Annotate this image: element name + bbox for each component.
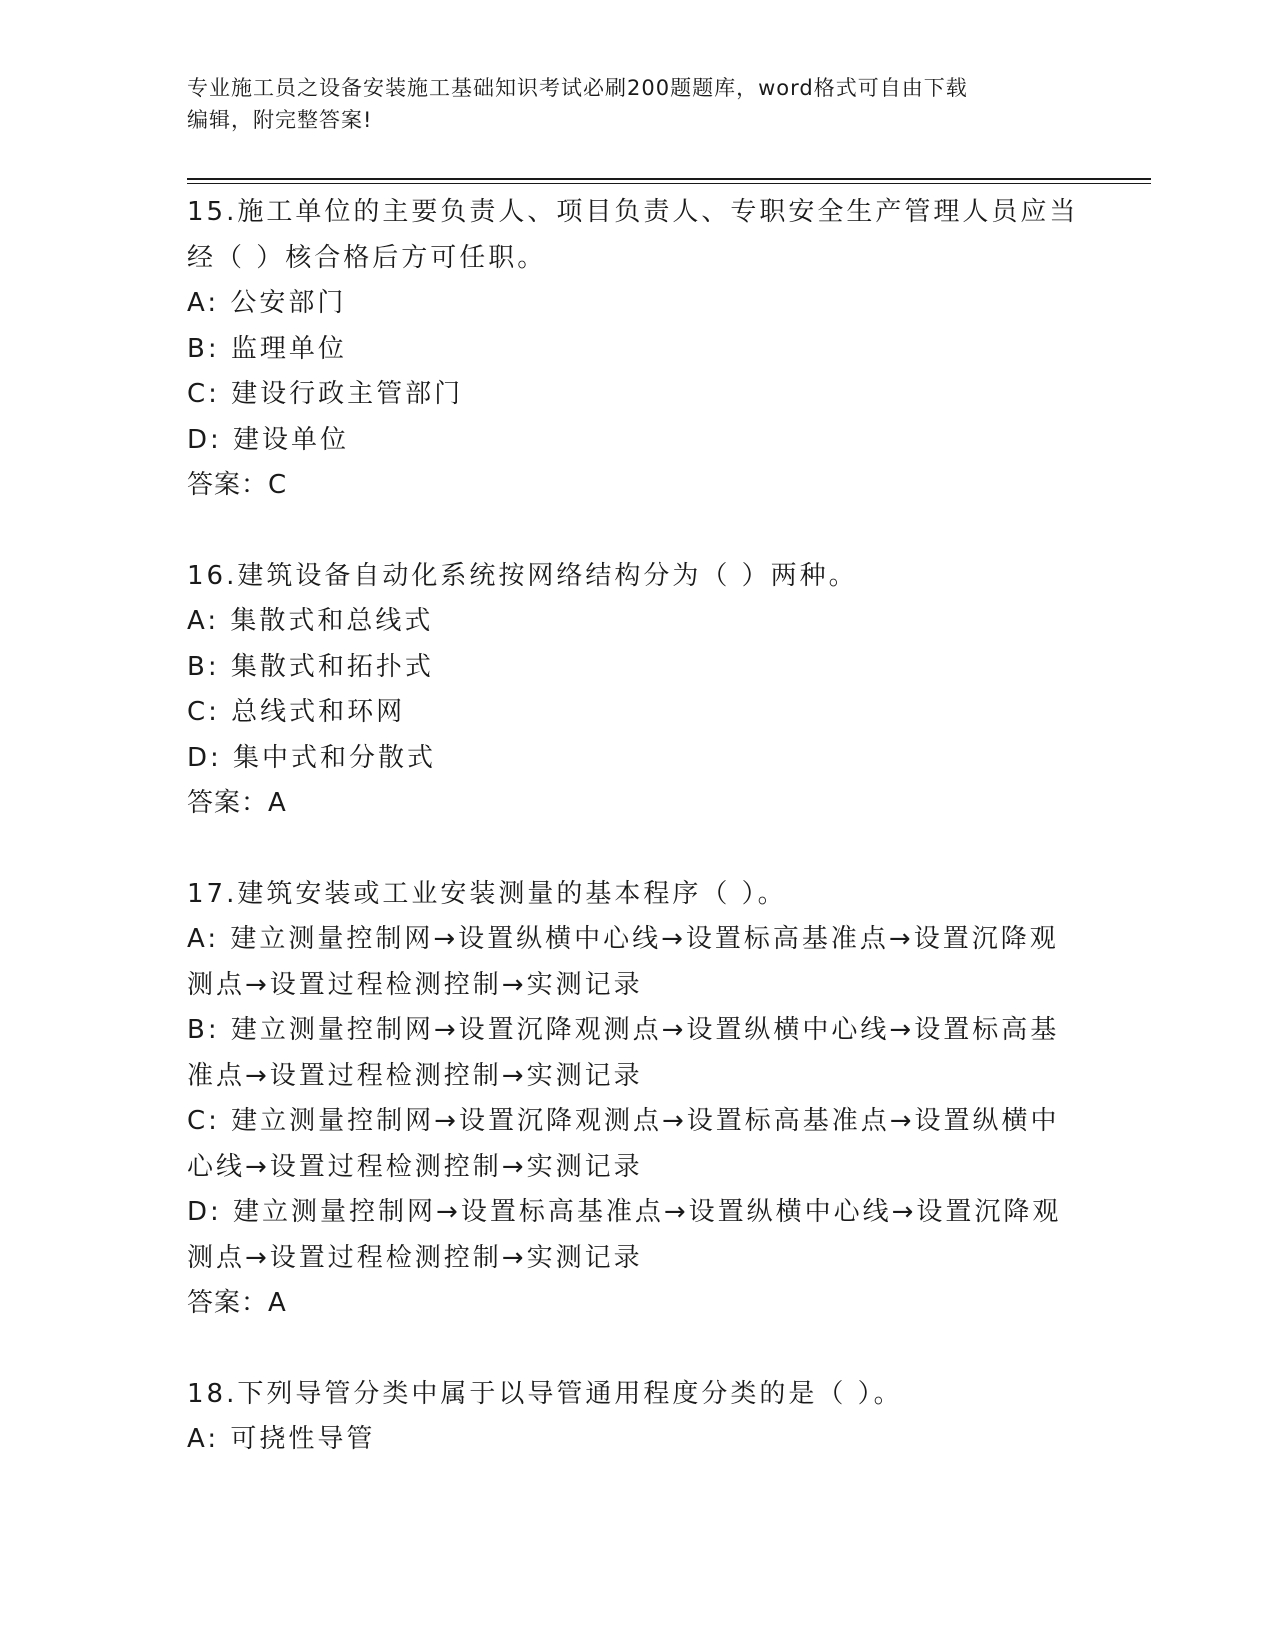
header-rule-thick	[187, 178, 1151, 180]
option-d: D: 建立测量控制网→设置标高基准点→设置纵横中心线→设置沉降观	[187, 1197, 1062, 1227]
question-stem: 15.施工单位的主要负责人、项目负责人、专职安全生产管理人员应当	[187, 197, 1079, 227]
option-b-continued: 准点→设置过程检测控制→实测记录	[187, 1060, 643, 1091]
option-c-continued: 心线→设置过程检测控制→实测记录	[187, 1151, 643, 1182]
header-line-1: 专业施工员之设备安装施工基础知识考试必刷200题题库，word格式可自由下载	[187, 76, 968, 100]
header-rule-thin	[187, 183, 1151, 184]
option-d: D: 集中式和分散式	[187, 742, 437, 773]
answer-label: 答案：C	[187, 470, 288, 500]
document-header	[187, 72, 1067, 136]
option-c: C: 建设行政主管部门	[187, 379, 464, 409]
option-c: C: 建立测量控制网→设置沉降观测点→设置标高基准点→设置纵横中	[187, 1106, 1060, 1136]
option-b: B: 集散式和拓扑式	[187, 651, 434, 682]
question-17	[187, 872, 1087, 1327]
option-a-continued: 测点→设置过程检测控制→实测记录	[187, 969, 643, 1000]
question-stem: 18.下列导管分类中属于以导管通用程度分类的是（ ）。	[187, 1378, 903, 1409]
question-15	[187, 190, 1087, 509]
question-16	[187, 554, 1087, 827]
question-18	[187, 1372, 1087, 1463]
option-b: B: 建立测量控制网→设置沉降观测点→设置纵横中心线→设置标高基	[187, 1015, 1060, 1045]
question-stem: 经（ ）核合格后方可任职。	[187, 242, 547, 273]
option-c: C: 总线式和环网	[187, 697, 406, 727]
answer-label: 答案：A	[187, 1288, 287, 1318]
option-a: A: 公安部门	[187, 288, 347, 318]
option-a: A: 可挠性导管	[187, 1424, 376, 1454]
option-a: A: 集散式和总线式	[187, 606, 434, 636]
header-line-2: 编辑，附完整答案!	[187, 108, 373, 132]
option-b: B: 监理单位	[187, 333, 347, 364]
answer-label: 答案：A	[187, 788, 287, 818]
option-a: A: 建立测量控制网→设置纵横中心线→设置标高基准点→设置沉降观	[187, 924, 1059, 954]
option-d: D: 建设单位	[187, 424, 350, 455]
question-stem: 16.建筑设备自动化系统按网络结构分为（ ）两种。	[187, 560, 858, 591]
question-stem: 17.建筑安装或工业安装测量的基本程序（ ）。	[187, 878, 787, 909]
option-d-continued: 测点→设置过程检测控制→实测记录	[187, 1242, 643, 1273]
question-list	[187, 190, 1087, 1508]
